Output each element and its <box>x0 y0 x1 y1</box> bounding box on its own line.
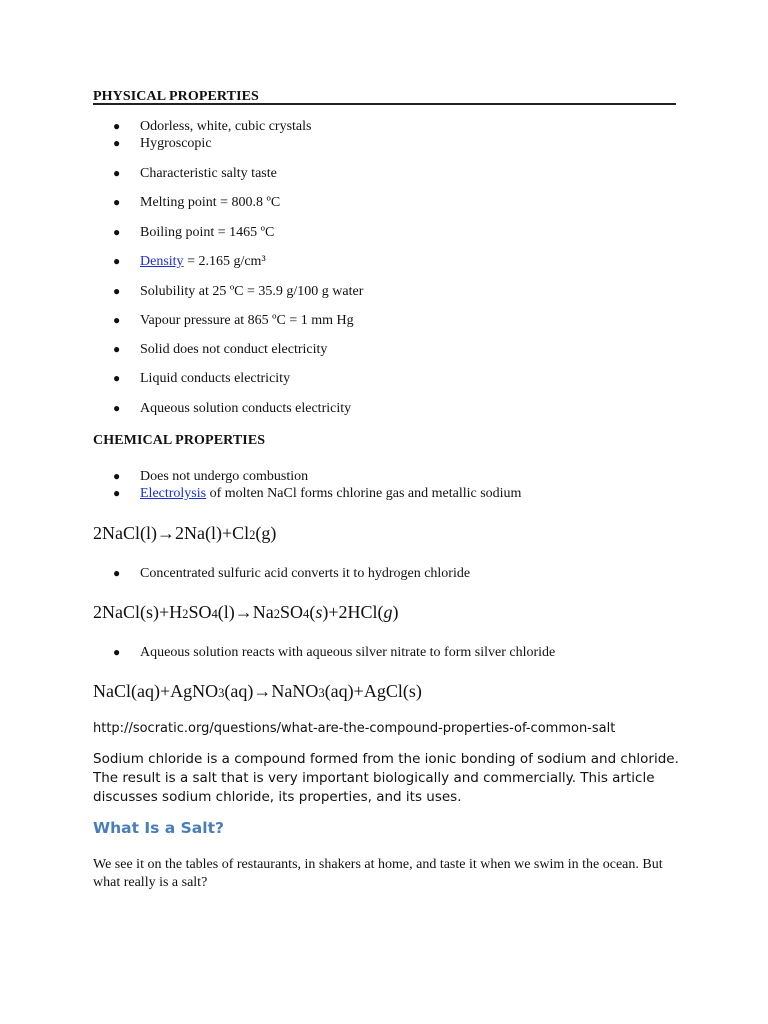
bullet-icon: ● <box>113 136 121 150</box>
section-title: What Is a Salt? <box>93 819 224 837</box>
bullet-icon: ● <box>113 469 121 483</box>
list-item: ● Odorless, white, cubic crystals <box>113 119 312 134</box>
bullet-icon: ● <box>113 166 121 180</box>
list-item: ● Characteristic salty taste <box>113 166 277 181</box>
list-item: ● Does not undergo combustion <box>113 469 309 484</box>
list-item: ● Concentrated sulfuric acid converts it to hydrogen chloride <box>113 566 471 581</box>
source-url: http://socratic.org/questions/what-are-the-compound-properties-of-common-salt <box>93 721 616 736</box>
list-item: ● Melting point = 800.8 ºC <box>113 195 281 210</box>
heading-underline <box>93 103 676 105</box>
electrolysis-link[interactable]: Electrolysis <box>140 486 207 501</box>
list-item: ● Solid does not conduct electricity <box>113 342 328 357</box>
bullet-icon: ● <box>113 486 121 500</box>
list-item: ● Aqueous solution conducts electricity <box>113 401 352 416</box>
bullet-icon: ● <box>113 401 121 415</box>
bullet-icon: ● <box>113 313 121 327</box>
list-item: ● Boiling point = 1465 ºC <box>113 225 275 240</box>
bullet-icon: ● <box>113 566 121 580</box>
silver-nitrate-equation: NaCl(aq)+AgNO3(aq)→NaNO3(aq)+AgCl(s) <box>93 681 422 701</box>
section-paragraph: We see it on the tables of restaurants, in shakers at home, and taste it when we swim in the ocean. But what really is a salt? <box>93 857 663 890</box>
list-item: ● Aqueous solution reacts with aqueous silver nitrate to form silver chloride <box>113 645 556 660</box>
bullet-icon: ● <box>113 342 121 356</box>
list-item: ● Hygroscopic <box>113 136 212 151</box>
bullet-icon: ● <box>113 254 121 268</box>
intro-paragraph: Sodium chloride is a compound formed from the ionic bonding of sodium and chloride. The result is a salt that is very important biologically and commercially. This article discusses sodium chloride, its properties, and its uses. <box>93 751 679 805</box>
electrolysis-equation: 2NaCl(l)→2Na(l)+Cl2(g) <box>93 523 277 543</box>
physical-properties-heading: PHYSICAL PROPERTIES <box>93 89 259 104</box>
bullet-icon: ● <box>113 119 121 133</box>
bullet-icon: ● <box>113 645 121 659</box>
density-link[interactable]: Density <box>140 254 184 269</box>
list-item: ● Liquid conducts electricity <box>113 371 291 386</box>
list-item-density: ● Density = 2.165 g/cm³ <box>113 254 266 269</box>
chemical-properties-heading: CHEMICAL PROPERTIES <box>93 433 266 448</box>
list-item: ● Vapour pressure at 865 ºC = 1 mm Hg <box>113 313 354 328</box>
list-item: ● Solubility at 25 ºC = 35.9 g/100 g water <box>113 284 364 299</box>
sulfuric-acid-equation: 2NaCl(s)+H2SO4(l)→Na2SO4(s)+2HCl(g) <box>93 602 399 622</box>
bullet-icon: ● <box>113 195 121 209</box>
bullet-icon: ● <box>113 371 121 385</box>
bullet-icon: ● <box>113 225 121 239</box>
list-item-electrolysis: ● Electrolysis of molten NaCl forms chlorine gas and metallic sodium <box>113 486 522 501</box>
bullet-icon: ● <box>113 284 121 298</box>
